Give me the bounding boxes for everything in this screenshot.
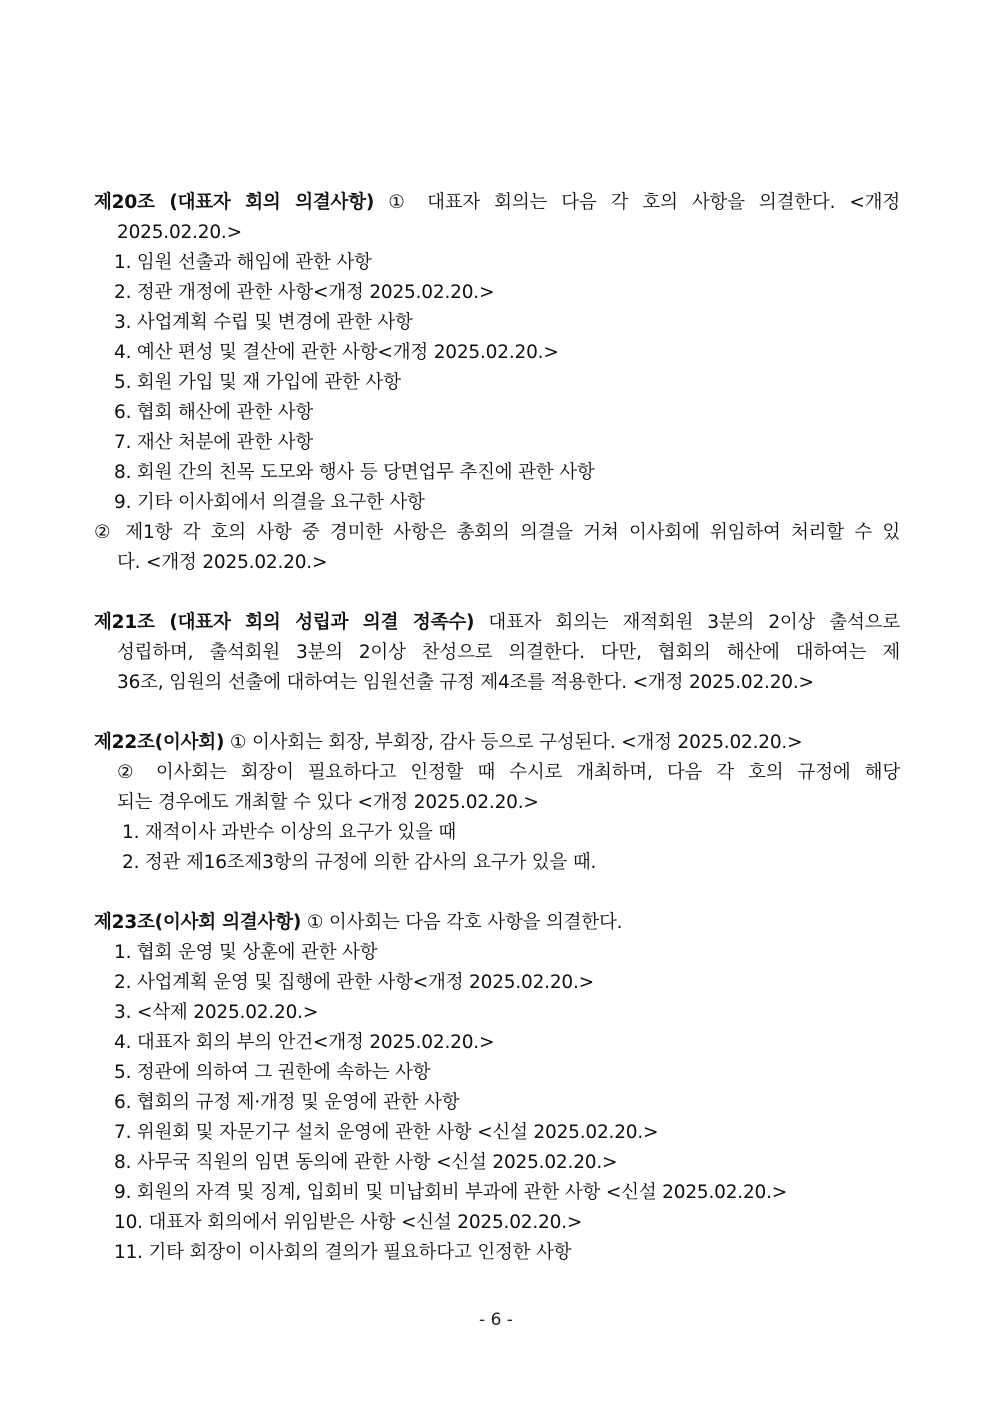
list-item: 5. 회원 가입 및 재 가입에 관한 사항 [114, 372, 401, 393]
list-item: 1. 협회 운영 및 상훈에 관한 사항 [114, 942, 378, 963]
article-23-text: ① 이사회는 다음 각호 사항을 의결한다. [306, 912, 623, 933]
article-22-text: ① 이사회는 회장, 부회장, 감사 등으로 구성된다. <개정 2025.02.20.> [229, 732, 803, 753]
article-20-heading: 제20조 (대표자 회의 의결사항) [94, 192, 375, 213]
list-item: 3. 사업계획 수립 및 변경에 관한 사항 [114, 312, 413, 333]
article-21-heading: 제21조 (대표자 회의 성립과 의결 정족수) [94, 612, 475, 633]
list-item: 7. 재산 처분에 관한 사항 [114, 432, 314, 453]
article-21-first-line [94, 608, 900, 638]
list-item: 10. 대표자 회의에서 위임받은 사항 <신설 2025.02.20.> [114, 1212, 583, 1233]
list-item: 9. 회원의 자격 및 징계, 입회비 및 미납회비 부과에 관한 사항 <신설 2025.02.20.> [114, 1182, 788, 1203]
list-item: 6. 협회의 규정 제·개정 및 운영에 관한 사항 [114, 1092, 460, 1113]
article-20-paragraph-2: ② 제1항 각 호의 사항 중 경미한 사항은 총회의 의결을 거쳐 이사회에 위임하여 처리할 수 있 [94, 522, 900, 543]
list-item: 9. 기타 이사회에서 의결을 요구한 사항 [114, 492, 425, 513]
page-number: - 6 - [479, 1310, 513, 1330]
list-item: 11. 기타 회장이 이사회의 결의가 필요하다고 인정한 사항 [114, 1242, 572, 1263]
article-20-paragraph-2-continuation: 다. <개정 2025.02.20.> [117, 552, 328, 573]
article-21-line-2: 성립하며, 출석회원 3분의 2이상 찬성으로 의결한다. 다만, 협회의 해산에 대하여는 제 [117, 642, 900, 663]
list-item: 4. 대표자 회의 부의 안건<개정 2025.02.20.> [114, 1032, 495, 1053]
article-20-first-line [94, 188, 900, 218]
article-22-heading: 제22조(이사회) [94, 732, 225, 753]
list-item: 2. 정관 개정에 관한 사항<개정 2025.02.20.> [114, 282, 495, 303]
list-item: 7. 위원회 및 자문기구 설치 운영에 관한 사항 <신설 2025.02.20.> [114, 1122, 659, 1143]
list-item: 1. 재적이사 과반수 이상의 요구가 있을 때 [122, 822, 457, 843]
list-item: 8. 사무국 직원의 임면 동의에 관한 사항 <신설 2025.02.20.> [114, 1152, 618, 1173]
list-item: 3. <삭제 2025.02.20.> [114, 1002, 319, 1023]
list-item: 4. 예산 편성 및 결산에 관한 사항<개정 2025.02.20.> [114, 342, 559, 363]
document-body [94, 188, 900, 1268]
article-22-paragraph-2-continuation: 되는 경우에도 개최할 수 있다 <개정 2025.02.20.> [117, 792, 539, 813]
list-item: 2. 정관 제16조제3항의 규정에 의한 감사의 요구가 있을 때. [122, 852, 597, 873]
list-item: 2. 사업계획 운영 및 집행에 관한 사항<개정 2025.02.20.> [114, 972, 594, 993]
article-23-first-line [94, 908, 900, 938]
list-item: 6. 협회 해산에 관한 사항 [114, 402, 314, 423]
list-item: 1. 임원 선출과 해임에 관한 사항 [114, 252, 372, 273]
article-22-first-line [94, 728, 900, 758]
article-21-line-3: 36조, 임원의 선출에 대하여는 임원선출 규정 제4조를 적용한다. <개정 2025.02.20.> [117, 672, 814, 693]
article-20-continuation: 2025.02.20.> [117, 222, 242, 243]
article-20-text: ① 대표자 회의는 다음 각 호의 사항을 의결한다. <개정 [388, 192, 900, 213]
list-item: 8. 회원 간의 친목 도모와 행사 등 당면업무 추진에 관한 사항 [114, 462, 595, 483]
list-item: 5. 정관에 의하여 그 권한에 속하는 사항 [114, 1062, 431, 1083]
article-22-paragraph-2: ② 이사회는 회장이 필요하다고 인정할 때 수시로 개최하며, 다음 각 호의 규정에 해당 [117, 762, 900, 783]
article-21-text: 대표자 회의는 재적회원 3분의 2이상 출석으로 [488, 612, 901, 633]
article-23-heading: 제23조(이사회 의결사항) [94, 912, 302, 933]
